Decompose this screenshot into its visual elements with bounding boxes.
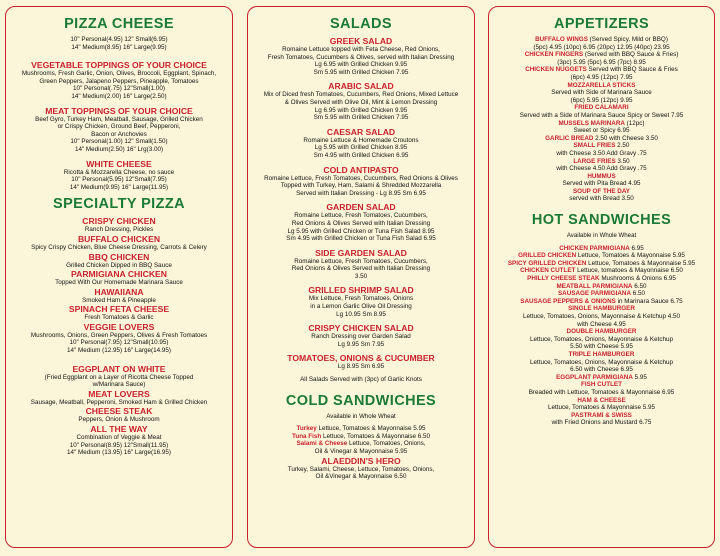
white-cheese-title: WHITE CHEESE — [86, 158, 152, 169]
hot-sandwich-item — [493, 267, 710, 275]
appetizer-item — [493, 51, 710, 59]
appetizer-inline: 2.50 with Cheese 3.50 — [595, 134, 658, 142]
salad-name: GRILLED SHRIMP SALAD — [308, 285, 414, 296]
appetizer-line: Served with a Side of Marinara Sauce Spicy or Sweet 7.95 — [519, 111, 684, 119]
salad-name: GREEK SALAD — [329, 36, 393, 46]
appetizer-line: Served with Side of Marinara Sauce — [551, 89, 652, 97]
appetizers-column — [488, 6, 715, 548]
hot-sandwich-inline: 6.50 — [632, 290, 646, 298]
appetizer-item — [493, 173, 710, 181]
hot-sandwich-item — [493, 412, 710, 420]
appetizer-name: GARLIC BREAD — [545, 134, 594, 142]
salad-line: in a Lemon Garlic Olive Oil Dressing — [310, 303, 412, 311]
hot-sandwich-item — [493, 351, 710, 359]
hot-sandwich-name: GRILLED CHICKEN — [518, 252, 577, 260]
appetizer-name: FRIED CALAMARI — [574, 104, 629, 112]
specialty-item-name: BUFFALO CHICKEN — [77, 233, 161, 244]
meat-toppings-line: 10" Personal(1.00) 12" Small(1.50) — [70, 138, 168, 146]
veg-toppings-line: Green Peppers, Jalapeno Peppers, Pineapple, Tomatoes — [39, 77, 199, 85]
salad-line: Mix Lettuce, Fresh Tomatoes, Onions — [308, 295, 414, 303]
salad-line: Fresh Tomatoes, Cucumbers & Olives, served with Italian Dressing — [267, 53, 455, 61]
meat-lovers-title: MEAT LOVERS — [88, 388, 150, 399]
hot-sandwich-name: SAUSAGE PARMIGIANA — [557, 290, 631, 298]
cold-sandwich-desc: Lettuce, Tomatoes & Mayonnaise 6.50 — [323, 432, 431, 440]
aladdin-hero-line: Turkey, Salami, Cheese, Lettuce, Tomatoes, Onions, — [287, 465, 435, 473]
hot-sandwiches-subtitle: Available in Whole Wheat — [566, 232, 637, 240]
salad-line: Lg 9.95 Sm 7.95 — [337, 340, 385, 348]
all-the-way-title: ALL THE WAY — [90, 424, 148, 435]
hot-sandwich-line: with Fried Onions and Mustard 6.75 — [551, 419, 652, 427]
all-the-way-line: Combination of Veggie & Meat — [76, 434, 162, 442]
cold-sandwiches-title: COLD SANDWICHES — [285, 392, 437, 409]
salad-line: Sm 5.95 with Grilled Chicken 7.95 — [313, 68, 409, 76]
salad-line: Red Onions & Olives Served with Italian Dressing — [291, 219, 431, 227]
appetizer-item — [493, 188, 710, 196]
salads-title: SALADS — [329, 16, 392, 32]
veg-toppings-title: VEGETABLE TOPPINGS OF YOUR CHOICE — [31, 60, 207, 71]
appetizer-name: HUMMUS — [587, 172, 616, 180]
appetizer-name: CHICKEN NUGGETS — [525, 66, 587, 74]
hot-sandwich-inline: in Marinara Sauce 6.75 — [617, 297, 683, 305]
specialty-item-desc: Fresh Tomatoes & Garlic — [84, 314, 154, 322]
salad-name: CAESAR SALAD — [326, 126, 396, 137]
pizza-cheese-title: PIZZA CHEESE — [64, 16, 174, 32]
cold-sandwich-desc: Lettuce, Tomatoes, Onions, — [348, 440, 426, 448]
salad-line: Lg 6.95 with Grilled Chicken 9.95 — [314, 106, 408, 114]
white-cheese-line: Ricotta & Mozzarella Cheese, no sauce — [63, 168, 175, 176]
meat-toppings-line: Beef Gyro, Turkey Ham, Meatball, Sausage, Grilled Chicken — [35, 115, 203, 123]
hot-sandwich-inline: Mushrooms & Onions 6.95 — [601, 275, 676, 283]
appetizers-title: APPETIZERS — [553, 16, 650, 32]
salad-line: Romaine Lettuce, Fresh Tomatoes, Cucumbers, Red Onions & Olives — [264, 174, 458, 182]
hot-sandwich-item — [493, 260, 710, 268]
hot-sandwich-inline: Lettuce, Tomatoes & Mayonnaise 5.95 — [588, 259, 696, 267]
meat-toppings-line: Bacon or Anchovies — [91, 130, 147, 138]
hot-sandwich-item — [493, 252, 710, 260]
appetizer-name: SMALL FRIES — [573, 142, 616, 150]
appetizer-inline: 3.50 — [617, 157, 630, 165]
salad-name: TOMATOES, ONIONS & CUCUMBER — [287, 353, 435, 364]
salads-note: All Salads Served with (3pc) of Garlic Knots — [300, 376, 422, 384]
hot-sandwich-name: SINGLE HAMBURGER — [568, 305, 635, 313]
veg-toppings-line: 14" Medium(2.00) 16" Large(2.50) — [71, 92, 167, 100]
hot-sandwich-name: CHICKEN PARMIGIANA — [559, 244, 630, 252]
salad-line: Lg 8.95 Sm 6.95 — [337, 363, 385, 371]
cold-sandwich-extra: Oil & Vinegar & Mayonnaise 5.95 — [314, 448, 408, 455]
cold-sandwich-item — [252, 433, 470, 441]
appetizer-line: with Cheese 4.50 Add Gravy .75 — [556, 165, 647, 173]
appetizer-inline: Served with BBQ Sauce & Fries — [588, 66, 678, 74]
hot-sandwich-name: DOUBLE HAMBURGER — [566, 328, 637, 336]
eggplant-line: (Fried Eggplant on a Layer of Ricotta Cheese Topped — [44, 373, 194, 381]
specialty-item-desc: Mushrooms, Onions, Green Peppers, Olives & Fresh Tomatoes — [30, 331, 208, 339]
meat-toppings-line: 14" Medium(2.50) 16" Lrg(3.00) — [74, 145, 164, 153]
meat-lovers-desc: Sausage, Meatball, Pepperoni, Smoked Ham & Grilled Chicken — [30, 398, 208, 406]
salad-line: Lg 5.95 with Grilled Chicken 8.95 — [314, 144, 408, 152]
appetizer-name: MUSSELS MARINARA — [558, 119, 625, 127]
hot-sandwich-item — [493, 275, 710, 283]
hot-sandwich-name: MEATBALL PARMIGIANA — [556, 282, 633, 290]
eggplant-title: EGGPLANT ON WHITE — [72, 363, 166, 374]
appetizer-item — [493, 135, 710, 143]
hot-sandwiches-title: HOT SANDWICHES — [531, 212, 672, 229]
salads-column — [247, 6, 475, 548]
specialty-item-desc: Ranch Dressing, Pickles — [84, 226, 154, 234]
appetizer-line: (3pc) 5.95 (5pc) 6.95 (7pc) 8.95 — [557, 58, 646, 66]
salad-line: Sm 4.95 with Grilled Chicken 6.95 — [313, 151, 409, 159]
appetizer-inline: (12pc) — [626, 119, 645, 127]
specialty-price-line: 14" Medium (12.95) 16" Large(14.95) — [67, 347, 171, 355]
specialty-item-desc: Spicy Crispy Chicken, Blue Cheese Dressing, Carrots & Celery — [31, 243, 207, 251]
all-the-way-line: 14" Medium (13.95) 16" Large(16.95) — [67, 449, 171, 457]
salad-name: CRISPY CHICKEN SALAD — [308, 323, 414, 334]
appetizer-item — [493, 36, 710, 44]
white-cheese-line: 10" Personal(5.95) 12"Small(7.95) — [71, 176, 167, 184]
pizza-column — [5, 6, 233, 548]
specialty-item-name: SPINACH FETA CHEESE — [68, 304, 170, 315]
hot-sandwich-name: PASTRAMI & SWISS — [571, 411, 632, 419]
pizza-cheese-line: 10" Personal(4.95) 12" Small(6.95) — [70, 36, 168, 43]
veg-toppings-line: Mushrooms, Fresh Garlic, Onion, Olives, Broccoli, Eggplant, Spinach, — [21, 70, 217, 78]
salad-line: Topped with Turkey, Ham, Salami & Shredded Mozzarella — [280, 182, 442, 190]
hot-sandwich-name: EGGPLANT PARMIGIANA — [556, 373, 633, 381]
appetizer-line: Sweet or Spicy 6.95 — [573, 127, 630, 135]
appetizer-line: with Cheese 3.50 Add Gravy .75 — [556, 149, 647, 157]
hot-sandwich-name: SAUSAGE PEPPERS & ONIONS — [520, 297, 616, 305]
appetizer-inline: 2.50 — [617, 142, 630, 150]
meat-toppings-line: or Crispy Chicken, Ground Beef, Pepperoni, — [57, 123, 181, 131]
salad-line: 3.50 — [354, 272, 368, 280]
hot-sandwich-item — [493, 298, 710, 306]
appetizer-name: LARGE FRIES — [573, 157, 616, 165]
hot-sandwich-line: Lettuce, Tomatoes, Onions, Mayonnaise & Ketchup — [529, 358, 674, 366]
white-cheese-line: 14" Medium(9.95) 16" Large(11.95) — [69, 183, 169, 191]
salad-line: Lg 10.95 Sm 8.95 — [336, 310, 386, 318]
hot-sandwich-inline: 5.95 — [634, 373, 647, 381]
hot-sandwich-name: SPICY GRILLED CHICKEN — [507, 259, 587, 267]
hot-sandwich-item — [493, 328, 710, 336]
appetizer-name: BUFFALO WINGS — [535, 36, 588, 43]
aladdin-hero-line: Oil &Vinegar & Mayonnaise 6.50 — [315, 473, 407, 481]
appetizer-line: (6pc) 5.95 (12pc) 9.95 — [570, 96, 633, 104]
cold-sandwich-name: Salami & Cheese — [296, 440, 348, 448]
hot-sandwich-name: TRIPLE HAMBURGER — [568, 350, 635, 358]
hot-sandwich-line: 5.50 with Cheese 5.95 — [570, 343, 633, 351]
hot-sandwich-inline: Lettuce, Tomatoes & Mayonnaise 5.95 — [577, 252, 685, 260]
appetizer-name: MOZZARELLA STICKS — [567, 81, 636, 89]
salads-list — [252, 36, 470, 371]
cold-sandwich-item — [252, 425, 470, 433]
salad-line: Mix of Diced fresh Tomatoes, Cucumbers, Red Onions, Mixed Lettuce — [263, 91, 459, 99]
salad-line: Ranch Dressing over Garden Salad — [311, 333, 411, 341]
hot-sandwich-line: Lettuce, Tomatoes, Onions, Mayonnaise & Ketchup 4.50 — [522, 313, 681, 320]
hot-sandwich-name: HAM & CHEESE — [577, 396, 626, 404]
salad-line: & Olives Served with Olive Oil, Mint & Lemon Dressing — [284, 98, 438, 106]
appetizer-line: (6pc) 4.95 (12pc) 7.95 — [570, 73, 633, 81]
specialty-price-line: 10" Personal(7.95) 12"Small(10.95) — [69, 339, 169, 347]
hot-sandwich-line: Breaded with Lettuce, Tomatoes & Mayonnaise 6.95 — [528, 388, 675, 396]
salad-line: Romaine Lettuce & Homemade Croutons — [303, 136, 419, 144]
cold-sandwiches-subtitle: Available in Whole Wheat — [326, 412, 396, 420]
cold-sandwiches-list — [252, 425, 470, 455]
appetizer-inline: (Served Spicy, Mild or BBQ) — [589, 36, 668, 43]
meat-toppings-title: MEAT TOPPINGS OF YOUR CHOICE — [45, 105, 193, 116]
pizza-cheese-line: 14" Medium(8.95) 16" Large(9.95) — [71, 43, 167, 51]
appetizer-name: CHICKEN FINGERS — [524, 51, 584, 59]
salad-line: Sm 4.95 with Grilled Chicken or Tuna Fish Salad 6.95 — [286, 235, 436, 243]
all-the-way-line: 10" Personal(8.95) 12"Small(11.95) — [69, 441, 169, 449]
hot-sandwich-item — [493, 245, 710, 253]
hot-sandwich-line: 6.50 with Cheese 6.95 — [570, 366, 633, 374]
specialty-item-name: VEGGIE LOVERS — [83, 321, 155, 332]
hot-sandwich-item — [493, 374, 710, 382]
aladdin-hero-title: ALAEDDIN'S HERO — [321, 455, 401, 466]
hot-sandwich-item — [493, 290, 710, 298]
salad-line: Served with Italian Dressing - Lg 8.95 Sm 6.95 — [296, 189, 426, 197]
hot-sandwich-line: with Cheese 4.95 — [577, 320, 626, 328]
hot-sandwich-item — [493, 305, 710, 313]
specialty-pizza-title: SPECIALTY PIZZA — [53, 196, 185, 213]
hot-sandwich-line: Lettuce, Tomatoes, Onions, Mayonnaise & Ketchup — [529, 335, 674, 343]
appetizer-item — [493, 158, 710, 166]
appetizer-name: SOUP OF THE DAY — [572, 187, 631, 195]
appetizer-item — [493, 104, 710, 112]
appetizer-line: served with Bread 3.50 — [569, 195, 634, 203]
hot-sandwich-inline: Lettuce, tomatoes & Mayonnaise 6.50 — [577, 267, 683, 275]
hot-sandwich-name: FISH CUTLET — [581, 381, 622, 389]
hot-sandwich-inline: 6.95 — [631, 244, 644, 252]
veg-toppings-line: 10" Personal(.75) 12"Small(1.00) — [73, 85, 165, 93]
hot-sandwich-item — [493, 397, 710, 405]
specialty-item-desc: Topped With Our Homemade Marinara Sauce — [55, 279, 183, 287]
salad-name: ARABIC SALAD — [328, 81, 394, 92]
specialty-item-desc: Smoked Ham & Pineapple — [82, 296, 156, 304]
hot-sandwich-name: CHICKEN CUTLET — [520, 267, 576, 275]
appetizer-item — [493, 120, 710, 128]
appetizer-item — [493, 142, 710, 150]
salad-line: Sm 5.95 with Grilled Chicken 7.95 — [313, 114, 409, 122]
cold-sandwich-name: Turkey — [296, 425, 317, 433]
salad-name: SIDE GARDEN SALAD — [315, 247, 407, 258]
hot-sandwich-name: PHILLY CHEESE STEAK — [527, 275, 600, 283]
salad-line: Red Onions & Olives Served with Italian Dressing — [291, 265, 431, 273]
specialty-item-desc: Grilled Chicken Dipped in BBQ Sauce — [66, 261, 172, 269]
hot-sandwich-item — [493, 381, 710, 389]
specialty-item-name: CRISPY CHICKEN — [82, 216, 156, 227]
cold-sandwich-item — [252, 440, 470, 448]
appetizer-line: Served with Pita Bread 4.95 — [562, 180, 641, 188]
cheese-steak-desc: Peppers, Onion & Mushroom — [78, 416, 160, 424]
salad-name: COLD ANTIPASTO — [323, 164, 399, 175]
salad-line: Lg 6.95 with Grilled Chicken 9.95 — [314, 61, 408, 69]
salad-line: Lg 5.95 with Grilled Chicken or Tuna Fish Salad 8.95 — [287, 227, 435, 235]
salad-line: Romaine Lettuce topped with Feta Cheese, Red Onions, — [282, 46, 440, 53]
specialty-item-name: HAWAIIANA — [94, 286, 144, 297]
appetizer-item — [493, 66, 710, 74]
hot-sandwich-inline: 6.50 — [634, 282, 647, 290]
salad-name: GARDEN SALAD — [326, 202, 396, 213]
appetizer-item — [493, 82, 710, 90]
specialty-item-name: PARMIGIANA CHICKEN — [71, 269, 167, 280]
appetizer-inline: (Served with BBQ Sauce & Fries) — [584, 51, 679, 59]
specialty-item-name: BBQ CHICKEN — [88, 251, 150, 262]
cold-sandwich-name: Tuna Fish — [291, 432, 322, 440]
eggplant-line: w/Marinara Sauce) — [92, 381, 146, 389]
appetizer-line: (5pc) 4.95 (10pc) 6.95 (20pc) 12.95 (40pc) 23.95 — [533, 43, 670, 51]
salad-line: Romaine Lettuce, Fresh Tomatoes, Cucumbers, — [294, 212, 428, 220]
hot-sandwiches-list — [493, 245, 710, 427]
salad-line: Romaine Lettuce, Fresh Tomatoes, Cucumbers, — [294, 257, 428, 265]
cold-sandwich-desc: Lettuce, Tomatoes & Mayonnaise 5.95 — [318, 425, 426, 433]
cheese-steak-title: CHEESE STEAK — [85, 406, 153, 417]
hot-sandwich-line: Lettuce, Tomatoes & Mayonnaise 5.95 — [548, 404, 655, 412]
appetizers-list — [493, 36, 710, 203]
hot-sandwich-item — [493, 283, 710, 291]
